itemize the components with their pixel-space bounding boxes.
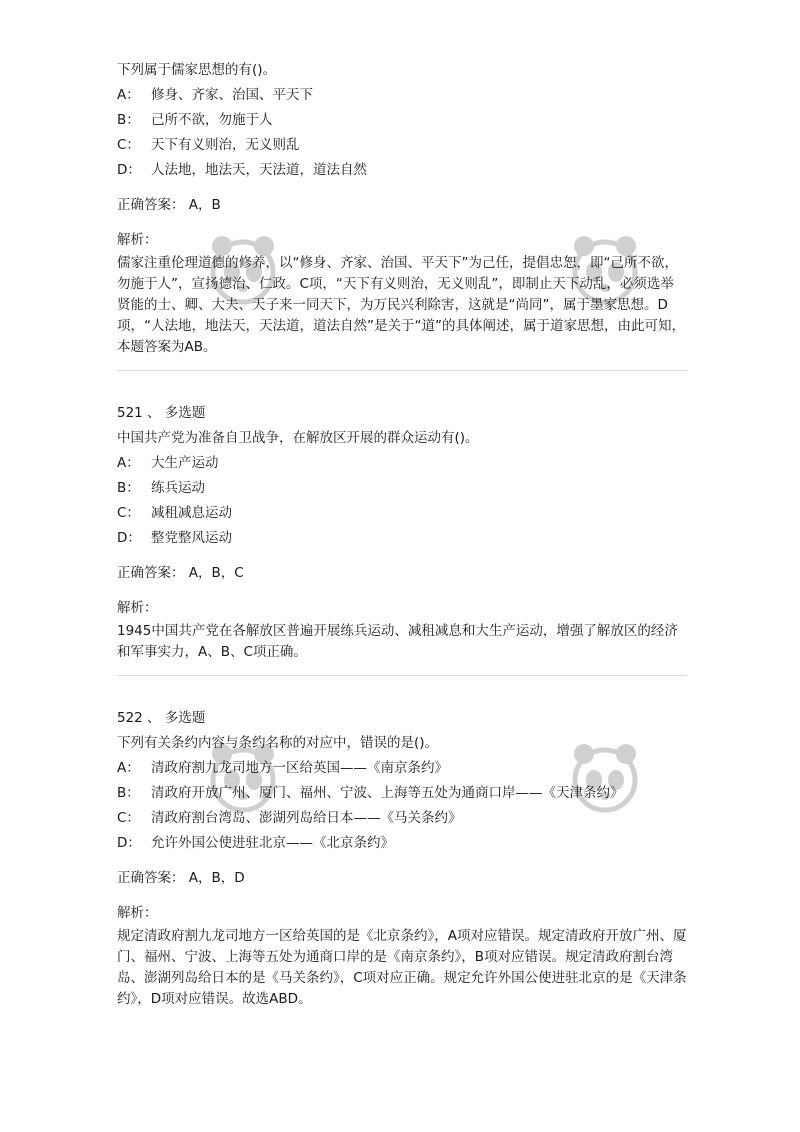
analysis-text: 规定清政府割九龙司地方一区给英国的是《北京条约》，A项对应错误。规定清政府开放广州、厦门、福州、宁波、上海等五处为通商口岸的是《南京条约》，B项对应错误。规定清政府割台湾岛、澎湖列岛给日本的是《马关条约》，C项对应正确。规定允许外国公使进驻北京的是《天津条约》，D项对应错误。故选ABD。 bbox=[117, 928, 687, 1007]
divider bbox=[117, 370, 687, 371]
question-header: 521 、 多选题 bbox=[117, 405, 206, 421]
question-522 bbox=[117, 706, 687, 1010]
analysis-text: 儒家注重伦理道德的修养，以“修身、齐家、治国、平天下”为己任，提倡忠恕，即“己所不欲，勿施于人”，宣扬德治、仁政。C项，“天下有义则治，无义则乱”，即制止天下动乱，必须选举贤能的士、卿、大夫、天子来一同天下，为万民兴利除害，这就是“尚同”，属于墨家思想。D项，“人法地，地法天，天法道，道法自然”是关于“道”的具体阐述，属于道家思想，由此可知，本题答案为AB。 bbox=[117, 255, 685, 355]
analysis-label: 解析： bbox=[117, 600, 158, 616]
question-header: 522 、 多选题 bbox=[117, 710, 206, 726]
correct-answer: 正确答案： A，B bbox=[117, 197, 221, 213]
option-a: A： 修身、齐家、治国、平天下 bbox=[117, 87, 313, 103]
divider bbox=[117, 675, 687, 676]
analysis-text: 1945中国共产党在各解放区普遍开展练兵运动、减租减息和大生产运动，增强了解放区的经济和军事实力，A、B、C项正确。 bbox=[117, 623, 678, 660]
question-stem: 下列有关条约内容与条约名称的对应中，错误的是()。 bbox=[117, 735, 439, 751]
option-b: B： 清政府开放广州、厦门、福州、宁波、上海等五处为通商口岸——《天津条约》 bbox=[117, 785, 624, 801]
analysis-label: 解析： bbox=[117, 232, 158, 248]
option-a: A： 清政府割九龙司地方一区给英国——《南京条约》 bbox=[117, 760, 448, 776]
option-d: D： 整党整风运动 bbox=[117, 530, 232, 546]
document-page bbox=[117, 58, 687, 1010]
correct-answer: 正确答案： A，B，C bbox=[117, 565, 244, 581]
option-c: C： 天下有义则治，无义则乱 bbox=[117, 137, 300, 153]
question-521 bbox=[117, 401, 687, 663]
option-d: D： 允许外国公使进驻北京——《北京条约》 bbox=[117, 835, 394, 851]
option-b: B： 己所不欲，勿施于人 bbox=[117, 112, 273, 128]
option-c: C： 清政府割台湾岛、澎湖列岛给日本——《马关条约》 bbox=[117, 810, 462, 826]
correct-answer: 正确答案： A，B，D bbox=[117, 870, 245, 886]
question-520 bbox=[117, 58, 687, 358]
option-b: B： 练兵运动 bbox=[117, 480, 205, 496]
option-a: A： 大生产运动 bbox=[117, 455, 219, 471]
analysis-label: 解析： bbox=[117, 905, 158, 921]
question-stem: 下列属于儒家思想的有()。 bbox=[117, 62, 277, 78]
option-d: D： 人法地，地法天，天法道，道法自然 bbox=[117, 162, 367, 178]
option-c: C： 减租减息运动 bbox=[117, 505, 232, 521]
question-stem: 中国共产党为准备自卫战争，在解放区开展的群众运动有()。 bbox=[117, 430, 479, 446]
